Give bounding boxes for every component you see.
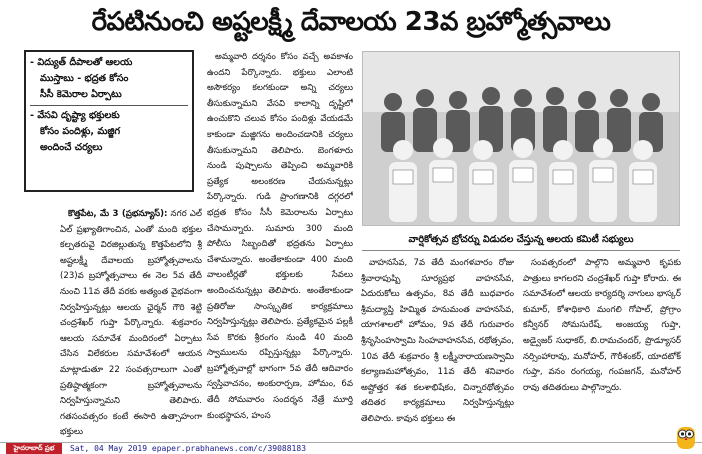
press-photo	[362, 51, 680, 226]
highlight-line: అందించే చర్యలు	[40, 142, 103, 153]
highlight-line: కోసం పందిళ్లు, మజ్జిగ	[40, 126, 121, 137]
column-text: నగర ఎల్ ఏల్ ప్రఖ్యాతిగాంచిన, ఎంతో మంది భక్తుల కల్పతరువై విరజిల్లుతున్న కొత్తపేటలోని శ్రీ అష్టలక్ష్మీ దేవాలయ బ్రహ్మోత్సవాలను (23)వ బ్రహ్మోత్సవాలు ఈ నెల 5వ తేదీ నుంచి 11వ తేదీ వరకు అత్యంత వైభవంగా నిర్వహిస్తున్నట్లు ఆలయ ఛైర్మన్ గౌరి శెట్టి చంద్రశేఖర్ గుప్తా పేర్కొన్నారు. శుక్రవారం ఆలయ సమావేశ మందిరంలో ఏర్పాటు చేసిన విలేకరుల సమావేశంలో ఆయన మాట్లాడుతూ 22 సంవత్సరాలుగా ఎంతో ప్రతిష్ఠాత్మకంగా బ్రహ్మోత్సవాలను నిర్వహిస్తున్నామని తెలిపారు. గతసంవత్సరం కంటే ఈసారి ఉత్సాహంగా భక్తులు	[60, 209, 202, 438]
epaper-footer	[0, 442, 702, 454]
column-text: అమ్మవారి దర్శనం కోసం వచ్చే అవకాశం ఉందని పేర్కొన్నారు. భక్తులు ఎలాంటి అసౌకర్యం కలగకుండా అన్ని చర్యలు తీసుకున్నామని వేసవి కాలాన్ని దృష్టిలో ఉంచుకొని చలువ కోసం పందిళ్లు వేయడమే కాకుండా మజ్జిగను అందించడానికి చర్యలు తీసుకున్నామని తెలిపారు. బెంగళూరు నుండి పుష్పాలను తెప్పించి అమ్మవారికి ప్రత్యేక అలంకరణ చేయనున్నట్లు పేర్కొన్నారు. గుడి ప్రాంగణానికి దగ్గరలో భద్రత కోసం సీసీ కెమెరాలను ఏర్పాటు చేసామన్నారు. సుమారు 300 మంది పోలీసు సిబ్బందితో భద్రతను ఏర్పాటు చేశామన్నారు. అంతేకాకుండా 400 మంది వాలంటీర్లతో భక్తులకు సేవలు అందించనున్నట్లు తెలిపారు. అంతేకాకుండా ప్రతిరోజు సాంస్కృతిక కార్యక్రమాలు నిర్వహిస్తున్నట్లు తెలిపారు. ప్రత్యేకమైన పల్లకీ సేవ కొరకు శ్రీరంగం నుండి 40 మంది స్వాములను రప్పిస్తున్నట్లు పేర్కొన్నారు. బ్రహ్మోత్సవాల్లో భాగంగా 5వ తేదీ ఆదివారం స్వస్తివాచనం, అంకురార్పణ, హోమం, 6వ తేదీ సోమవారం సందర్శన నేత్రే మూర్తి కుంభస్థాపన, హంస	[207, 52, 353, 421]
epaper-meta: Sat, 04 May 2019 epaper.prabhanews.com/c/39088183	[70, 444, 307, 453]
column-text: వాహనసేవ, 7వ తేదీ మంగళవారం రోజు శ్రీవారాపుష్పి సూర్యప్రభ వాహనసేవ, ఏదురుకోలు ఉత్సవం, 8వ తేదీ బుధవారం శ్రీమద్యాప్తి హిమ్మిత హనుమంత వాహనసేవ, యాగశాలలో హోమం, 9వ తేదీ గురువారం శ్రీనృసింహస్వామి సింహవాహనసేవ, రథోత్సవం, 10వ తేదీ శుక్రవారం శ్రీ లక్ష్మీనారాయణస్వామి కల్యాణమహోత్సవం, 11వ తేదీ శనివారం అష్టోత్తర శత కలశాభిషేకం, చిన్నారథోత్సవం తదితర కార్యక్రమాలు నిర్వహిస్తున్నట్లు తెలిపారు. కావున భక్తులు ఈ	[361, 258, 514, 424]
group-photo-image	[363, 52, 680, 226]
dateline: కొత్తపేట, మే 3 (ప్రభన్యూస్):	[68, 209, 168, 219]
highlight-divider	[30, 105, 188, 106]
article-column-4	[523, 256, 681, 440]
article-column-1	[60, 207, 202, 440]
photo-caption: వార్షికోత్సవ బ్రోచర్ను విడుదల చేస్తున్న ఆలయ కమిటీ సభ్యులు	[362, 230, 680, 251]
highlights-box	[24, 50, 194, 192]
column-text: సంవత్సరంలో పాల్గొని అమ్మవారి కృపకు పాత్రులు కాగలరని చంద్రశేఖర్ గుప్తా కోరారు. ఈ సమావేశంలో ఆలయ కార్యదర్శి నాగులు భాస్కర్ కుమార్, కోశాధికారి మంగలి గోపాల్, ప్రోగ్రాం కన్వీనర్ సోమసురేష్, అంజయ్య గుప్తా, అడ్వైజర్ సుధాకర్, బి.రామచందర్, ప్రొడ్యూసర్ నర్సింహారావు, మనోహర్, గౌరీశంకర్, యాదటోక్ గుప్తా, వనం రంగయ్య, గంపజగన్, మనోహర్ రావు తదితరులు పాల్గొన్నారు.	[523, 258, 681, 393]
headline: రేపటినుంచి అష్టలక్ష్మీ దేవాలయ 23వ బ్రహ్మోత్సవాలు	[91, 7, 611, 37]
owl-mascot-icon	[676, 424, 696, 450]
highlight-line: సీసీ కెమెరాల ఏర్పాటు	[40, 89, 122, 100]
article-column-2	[207, 50, 353, 440]
highlight-line: - విద్యుత్ దీపాలతో ఆలయ	[30, 57, 133, 68]
highlight-line: ముస్తాబు - భద్రత కోసం	[40, 73, 129, 84]
article-column-3	[361, 256, 514, 440]
highlight-line: - వేసవి దృష్ట్యా భక్తులకు	[30, 110, 120, 121]
newspaper-logo: హైదరాబాద్ ప్రభ	[6, 443, 62, 454]
